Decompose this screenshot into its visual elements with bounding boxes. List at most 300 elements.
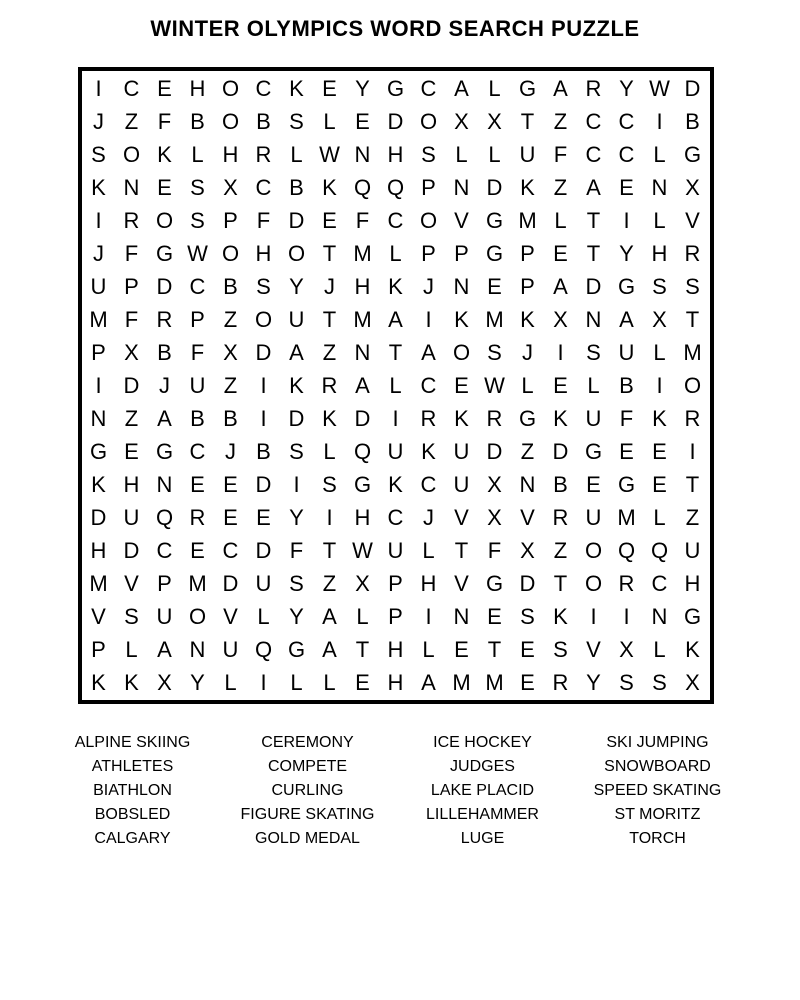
grid-letter[interactable]: Y	[289, 603, 304, 629]
grid-letter[interactable]: A	[619, 306, 634, 332]
grid-letter[interactable]: E	[223, 504, 238, 530]
grid-letter[interactable]: S	[487, 339, 502, 365]
grid-letter[interactable]: N	[453, 603, 470, 629]
grid-letter[interactable]: N	[651, 174, 668, 200]
grid-letter[interactable]: X	[355, 570, 370, 596]
grid-letter[interactable]: K	[157, 141, 172, 167]
grid-letter[interactable]: T	[487, 636, 502, 662]
grid-letter[interactable]: E	[487, 273, 502, 299]
grid-letter[interactable]: S	[124, 603, 139, 629]
grid-letter[interactable]: O	[419, 108, 438, 134]
grid-letter[interactable]: Q	[386, 174, 405, 200]
grid-letter[interactable]: A	[421, 669, 436, 695]
grid-letter[interactable]: G	[683, 141, 702, 167]
grid-letter[interactable]: R	[255, 141, 272, 167]
grid-letter[interactable]: U	[156, 603, 173, 629]
grid-letter[interactable]: B	[685, 108, 700, 134]
grid-letter[interactable]: L	[422, 636, 435, 662]
grid-letter[interactable]: D	[222, 570, 239, 596]
grid-letter[interactable]: J	[423, 504, 434, 530]
grid-letter[interactable]: P	[520, 240, 535, 266]
grid-letter[interactable]: O	[221, 240, 240, 266]
grid-letter[interactable]: B	[256, 438, 271, 464]
grid-letter[interactable]: E	[355, 669, 370, 695]
grid-letter[interactable]: A	[388, 306, 403, 332]
grid-letter[interactable]: V	[685, 207, 700, 233]
grid-letter[interactable]: R	[684, 405, 701, 431]
grid-letter[interactable]: D	[288, 405, 305, 431]
grid-letter[interactable]: F	[256, 207, 271, 233]
grid-letter[interactable]: W	[649, 75, 670, 101]
grid-letter[interactable]: E	[157, 174, 172, 200]
grid-letter[interactable]: S	[685, 273, 700, 299]
grid-letter[interactable]: T	[454, 537, 469, 563]
grid-letter[interactable]: B	[190, 405, 205, 431]
grid-letter[interactable]: P	[454, 240, 469, 266]
grid-letter[interactable]: X	[124, 339, 139, 365]
grid-letter[interactable]: E	[454, 372, 469, 398]
grid-letter[interactable]: G	[353, 471, 372, 497]
grid-letter[interactable]: L	[290, 141, 303, 167]
grid-letter[interactable]: U	[585, 405, 602, 431]
grid-letter[interactable]: A	[289, 339, 304, 365]
grid-letter[interactable]: J	[93, 240, 104, 266]
grid-letter[interactable]: S	[289, 570, 304, 596]
grid-letter[interactable]: C	[222, 537, 239, 563]
grid-letter[interactable]: D	[684, 75, 701, 101]
grid-letter[interactable]: S	[520, 603, 535, 629]
grid-letter[interactable]: X	[487, 108, 502, 134]
grid-letter[interactable]: K	[553, 405, 568, 431]
grid-letter[interactable]: L	[653, 207, 666, 233]
grid-letter[interactable]: H	[387, 636, 404, 662]
grid-letter[interactable]: C	[585, 141, 602, 167]
grid-letter[interactable]: E	[487, 603, 502, 629]
grid-letter[interactable]: P	[157, 570, 172, 596]
grid-letter[interactable]: E	[652, 471, 667, 497]
grid-letter[interactable]: V	[454, 504, 469, 530]
grid-letter[interactable]: Z	[553, 174, 568, 200]
grid-letter[interactable]: M	[452, 669, 471, 695]
grid-letter[interactable]: R	[684, 240, 701, 266]
grid-letter[interactable]: T	[685, 306, 700, 332]
grid-letter[interactable]: M	[188, 570, 207, 596]
grid-letter[interactable]: G	[89, 438, 108, 464]
grid-letter[interactable]: F	[124, 306, 139, 332]
grid-letter[interactable]: Q	[650, 537, 669, 563]
grid-letter[interactable]: Z	[553, 108, 568, 134]
grid-letter[interactable]: V	[454, 207, 469, 233]
grid-letter[interactable]: A	[553, 273, 568, 299]
grid-letter[interactable]: A	[157, 405, 172, 431]
grid-letter[interactable]: X	[223, 339, 238, 365]
grid-letter[interactable]: X	[487, 504, 502, 530]
grid-letter[interactable]: G	[485, 207, 504, 233]
grid-letter[interactable]: E	[553, 372, 568, 398]
grid-letter[interactable]: I	[392, 405, 399, 431]
grid-letter[interactable]: R	[156, 306, 173, 332]
grid-letter[interactable]: L	[356, 603, 369, 629]
grid-letter[interactable]: L	[422, 537, 435, 563]
grid-letter[interactable]: F	[124, 240, 139, 266]
grid-letter[interactable]: U	[222, 636, 239, 662]
grid-letter[interactable]: L	[653, 636, 666, 662]
grid-letter[interactable]: P	[520, 273, 535, 299]
grid-letter[interactable]: C	[387, 207, 404, 233]
grid-letter[interactable]: X	[157, 669, 172, 695]
grid-letter[interactable]: C	[123, 75, 140, 101]
grid-letter[interactable]: E	[157, 75, 172, 101]
grid-letter[interactable]: D	[552, 438, 569, 464]
grid-letter[interactable]: L	[554, 207, 567, 233]
grid-letter[interactable]: W	[484, 372, 505, 398]
grid-letter[interactable]: H	[255, 240, 272, 266]
grid-letter[interactable]: O	[683, 372, 702, 398]
grid-letter[interactable]: F	[619, 405, 634, 431]
grid-letter[interactable]: O	[188, 603, 207, 629]
grid-letter[interactable]: S	[586, 339, 601, 365]
grid-letter[interactable]: Y	[619, 240, 634, 266]
grid-letter[interactable]: D	[354, 405, 371, 431]
grid-letter[interactable]: A	[355, 372, 370, 398]
grid-letter[interactable]: H	[222, 141, 239, 167]
grid-letter[interactable]: L	[653, 339, 666, 365]
grid-letter[interactable]: P	[91, 636, 106, 662]
grid-letter[interactable]: Z	[685, 504, 700, 530]
grid-letter[interactable]: J	[159, 372, 170, 398]
grid-letter[interactable]: R	[321, 372, 338, 398]
grid-letter[interactable]: N	[354, 141, 371, 167]
grid-letter[interactable]: G	[155, 438, 174, 464]
grid-letter[interactable]: J	[324, 273, 335, 299]
grid-letter[interactable]: C	[618, 108, 635, 134]
grid-letter[interactable]: I	[425, 306, 432, 332]
grid-letter[interactable]: U	[453, 438, 470, 464]
grid-letter[interactable]: N	[585, 306, 602, 332]
grid-letter[interactable]: K	[454, 405, 469, 431]
grid-letter[interactable]: Y	[289, 273, 304, 299]
grid-letter[interactable]: E	[355, 108, 370, 134]
grid-letter[interactable]: Z	[223, 306, 238, 332]
grid-letter[interactable]: V	[454, 570, 469, 596]
grid-letter[interactable]: C	[420, 372, 437, 398]
grid-letter[interactable]: Z	[322, 570, 337, 596]
grid-letter[interactable]: G	[155, 240, 174, 266]
grid-letter[interactable]: O	[155, 207, 174, 233]
grid-letter[interactable]: T	[553, 570, 568, 596]
grid-letter[interactable]: S	[421, 141, 436, 167]
grid-letter[interactable]: T	[520, 108, 535, 134]
grid-letter[interactable]: K	[553, 603, 568, 629]
grid-letter[interactable]: V	[91, 603, 106, 629]
grid-letter[interactable]: S	[289, 108, 304, 134]
grid-letter[interactable]: T	[322, 537, 337, 563]
grid-letter[interactable]: S	[289, 438, 304, 464]
grid-letter[interactable]: U	[618, 339, 635, 365]
grid-letter[interactable]: P	[421, 174, 436, 200]
grid-letter[interactable]: B	[223, 273, 238, 299]
grid-letter[interactable]: S	[91, 141, 106, 167]
grid-letter[interactable]: X	[652, 306, 667, 332]
grid-letter[interactable]: N	[651, 603, 668, 629]
grid-letter[interactable]: W	[352, 537, 373, 563]
grid-letter[interactable]: X	[487, 471, 502, 497]
grid-letter[interactable]: W	[319, 141, 340, 167]
grid-letter[interactable]: D	[255, 537, 272, 563]
grid-letter[interactable]: O	[221, 108, 240, 134]
grid-letter[interactable]: M	[617, 504, 636, 530]
grid-letter[interactable]: U	[519, 141, 536, 167]
grid-letter[interactable]: P	[223, 207, 238, 233]
grid-letter[interactable]: K	[289, 372, 304, 398]
grid-letter[interactable]: J	[93, 108, 104, 134]
grid-letter[interactable]: E	[652, 438, 667, 464]
grid-letter[interactable]: T	[685, 471, 700, 497]
grid-letter[interactable]: G	[584, 438, 603, 464]
grid-letter[interactable]: D	[387, 108, 404, 134]
grid-letter[interactable]: P	[124, 273, 139, 299]
grid-letter[interactable]: U	[189, 372, 206, 398]
grid-letter[interactable]: E	[256, 504, 271, 530]
grid-letter[interactable]: Q	[617, 537, 636, 563]
grid-letter[interactable]: O	[221, 75, 240, 101]
grid-letter[interactable]: X	[520, 537, 535, 563]
grid-letter[interactable]: S	[190, 174, 205, 200]
grid-letter[interactable]: S	[322, 471, 337, 497]
grid-letter[interactable]: F	[355, 207, 370, 233]
grid-letter[interactable]: L	[653, 141, 666, 167]
grid-letter[interactable]: E	[619, 174, 634, 200]
grid-letter[interactable]: F	[190, 339, 205, 365]
grid-letter[interactable]: M	[683, 339, 702, 365]
grid-letter[interactable]: C	[255, 75, 272, 101]
grid-letter[interactable]: R	[486, 405, 503, 431]
grid-letter[interactable]: U	[453, 471, 470, 497]
grid-letter[interactable]: D	[486, 438, 503, 464]
grid-letter[interactable]: Q	[254, 636, 273, 662]
grid-letter[interactable]: J	[423, 273, 434, 299]
grid-letter[interactable]: D	[255, 471, 272, 497]
grid-letter[interactable]: H	[684, 570, 701, 596]
grid-letter[interactable]: T	[586, 240, 601, 266]
grid-letter[interactable]: D	[519, 570, 536, 596]
grid-letter[interactable]: K	[91, 669, 106, 695]
grid-letter[interactable]: H	[387, 141, 404, 167]
grid-letter[interactable]: P	[388, 603, 403, 629]
grid-letter[interactable]: X	[553, 306, 568, 332]
grid-letter[interactable]: K	[124, 669, 139, 695]
grid-letter[interactable]: A	[553, 75, 568, 101]
grid-letter[interactable]: F	[157, 108, 172, 134]
grid-letter[interactable]: M	[89, 306, 108, 332]
grid-letter[interactable]: E	[520, 669, 535, 695]
grid-letter[interactable]: Z	[322, 339, 337, 365]
grid-letter[interactable]: L	[257, 603, 270, 629]
grid-letter[interactable]: U	[255, 570, 272, 596]
grid-letter[interactable]: S	[652, 669, 667, 695]
grid-letter[interactable]: K	[388, 273, 403, 299]
grid-letter[interactable]: U	[387, 438, 404, 464]
grid-letter[interactable]: C	[255, 174, 272, 200]
grid-letter[interactable]: D	[123, 537, 140, 563]
grid-letter[interactable]: N	[519, 471, 536, 497]
grid-letter[interactable]: R	[552, 669, 569, 695]
grid-letter[interactable]: I	[326, 504, 333, 530]
grid-letter[interactable]: G	[485, 240, 504, 266]
grid-letter[interactable]: E	[454, 636, 469, 662]
grid-letter[interactable]: N	[189, 636, 206, 662]
grid-letter[interactable]: K	[454, 306, 469, 332]
grid-letter[interactable]: G	[617, 273, 636, 299]
grid-letter[interactable]: P	[388, 570, 403, 596]
grid-letter[interactable]: L	[224, 669, 237, 695]
grid-letter[interactable]: F	[553, 141, 568, 167]
grid-letter[interactable]: Z	[124, 108, 139, 134]
grid-letter[interactable]: D	[585, 273, 602, 299]
grid-letter[interactable]: M	[353, 306, 372, 332]
grid-letter[interactable]: D	[90, 504, 107, 530]
grid-letter[interactable]: H	[387, 669, 404, 695]
grid-letter[interactable]: Z	[520, 438, 535, 464]
grid-letter[interactable]: S	[553, 636, 568, 662]
grid-letter[interactable]: A	[322, 636, 337, 662]
grid-letter[interactable]: I	[557, 339, 564, 365]
grid-letter[interactable]: M	[89, 570, 108, 596]
grid-letter[interactable]: I	[293, 471, 300, 497]
grid-letter[interactable]: X	[685, 669, 700, 695]
grid-letter[interactable]: E	[520, 636, 535, 662]
grid-letter[interactable]: L	[587, 372, 600, 398]
grid-letter[interactable]: G	[617, 471, 636, 497]
grid-letter[interactable]: E	[190, 471, 205, 497]
grid-letter[interactable]: O	[452, 339, 471, 365]
grid-letter[interactable]: K	[652, 405, 667, 431]
grid-letter[interactable]: S	[190, 207, 205, 233]
grid-letter[interactable]: N	[156, 471, 173, 497]
grid-letter[interactable]: D	[123, 372, 140, 398]
grid-letter[interactable]: E	[322, 207, 337, 233]
grid-letter[interactable]: H	[123, 471, 140, 497]
grid-letter[interactable]: I	[590, 603, 597, 629]
grid-letter[interactable]: E	[223, 471, 238, 497]
grid-letter[interactable]: O	[254, 306, 273, 332]
grid-letter[interactable]: S	[619, 669, 634, 695]
grid-letter[interactable]: K	[388, 471, 403, 497]
grid-letter[interactable]: K	[322, 405, 337, 431]
grid-letter[interactable]: F	[289, 537, 304, 563]
grid-letter[interactable]: L	[488, 75, 501, 101]
grid-letter[interactable]: D	[288, 207, 305, 233]
grid-letter[interactable]: K	[421, 438, 436, 464]
grid-letter[interactable]: E	[124, 438, 139, 464]
grid-letter[interactable]: L	[389, 372, 402, 398]
grid-letter[interactable]: K	[322, 174, 337, 200]
grid-letter[interactable]: Q	[353, 438, 372, 464]
grid-letter[interactable]: A	[157, 636, 172, 662]
grid-letter[interactable]: L	[521, 372, 534, 398]
grid-letter[interactable]: C	[387, 504, 404, 530]
grid-letter[interactable]: Z	[553, 537, 568, 563]
grid-letter[interactable]: I	[656, 372, 663, 398]
grid-letter[interactable]: U	[90, 273, 107, 299]
grid-letter[interactable]: V	[124, 570, 139, 596]
grid-letter[interactable]: T	[355, 636, 370, 662]
grid-letter[interactable]: F	[487, 537, 502, 563]
grid-letter[interactable]: I	[260, 405, 267, 431]
grid-letter[interactable]: M	[485, 306, 504, 332]
grid-letter[interactable]: Y	[289, 504, 304, 530]
grid-letter[interactable]: B	[190, 108, 205, 134]
grid-letter[interactable]: P	[190, 306, 205, 332]
grid-letter[interactable]: C	[420, 75, 437, 101]
grid-letter[interactable]: G	[287, 636, 306, 662]
grid-letter[interactable]: U	[684, 537, 701, 563]
grid-letter[interactable]: E	[619, 438, 634, 464]
grid-letter[interactable]: G	[485, 570, 504, 596]
grid-letter[interactable]: W	[187, 240, 208, 266]
grid-letter[interactable]: U	[585, 504, 602, 530]
grid-letter[interactable]: X	[685, 174, 700, 200]
grid-letter[interactable]: Y	[586, 669, 601, 695]
grid-letter[interactable]: B	[256, 108, 271, 134]
grid-letter[interactable]: D	[255, 339, 272, 365]
grid-letter[interactable]: G	[518, 75, 537, 101]
grid-letter[interactable]: A	[421, 339, 436, 365]
grid-letter[interactable]: I	[95, 207, 102, 233]
grid-letter[interactable]: X	[619, 636, 634, 662]
grid-letter[interactable]: G	[386, 75, 405, 101]
grid-letter[interactable]: T	[388, 339, 403, 365]
grid-letter[interactable]: C	[156, 537, 173, 563]
grid-letter[interactable]: P	[421, 240, 436, 266]
grid-letter[interactable]: E	[322, 75, 337, 101]
grid-letter[interactable]: Z	[223, 372, 238, 398]
grid-letter[interactable]: N	[90, 405, 107, 431]
grid-letter[interactable]: K	[685, 636, 700, 662]
grid-letter[interactable]: G	[518, 405, 537, 431]
grid-letter[interactable]: X	[454, 108, 469, 134]
grid-letter[interactable]: L	[191, 141, 204, 167]
grid-letter[interactable]: U	[123, 504, 140, 530]
grid-letter[interactable]: T	[586, 207, 601, 233]
grid-letter[interactable]: I	[623, 603, 630, 629]
grid-letter[interactable]: K	[289, 75, 304, 101]
grid-letter[interactable]: L	[290, 669, 303, 695]
grid-letter[interactable]: O	[122, 141, 141, 167]
grid-letter[interactable]: R	[552, 504, 569, 530]
grid-letter[interactable]: B	[289, 174, 304, 200]
grid-letter[interactable]: M	[518, 207, 537, 233]
grid-letter[interactable]: Z	[124, 405, 139, 431]
grid-letter[interactable]: X	[223, 174, 238, 200]
grid-letter[interactable]: Y	[619, 75, 634, 101]
grid-letter[interactable]: B	[157, 339, 172, 365]
grid-letter[interactable]: R	[123, 207, 140, 233]
grid-letter[interactable]: C	[585, 108, 602, 134]
grid-letter[interactable]: V	[520, 504, 535, 530]
grid-letter[interactable]: D	[486, 174, 503, 200]
grid-letter[interactable]: V	[586, 636, 601, 662]
grid-letter[interactable]: J	[225, 438, 236, 464]
grid-letter[interactable]: C	[651, 570, 668, 596]
grid-letter[interactable]: E	[190, 537, 205, 563]
grid-letter[interactable]: C	[189, 273, 206, 299]
grid-letter[interactable]: C	[189, 438, 206, 464]
grid-letter[interactable]: O	[419, 207, 438, 233]
grid-letter[interactable]: Y	[190, 669, 205, 695]
grid-letter[interactable]: O	[287, 240, 306, 266]
grid-letter[interactable]: M	[353, 240, 372, 266]
